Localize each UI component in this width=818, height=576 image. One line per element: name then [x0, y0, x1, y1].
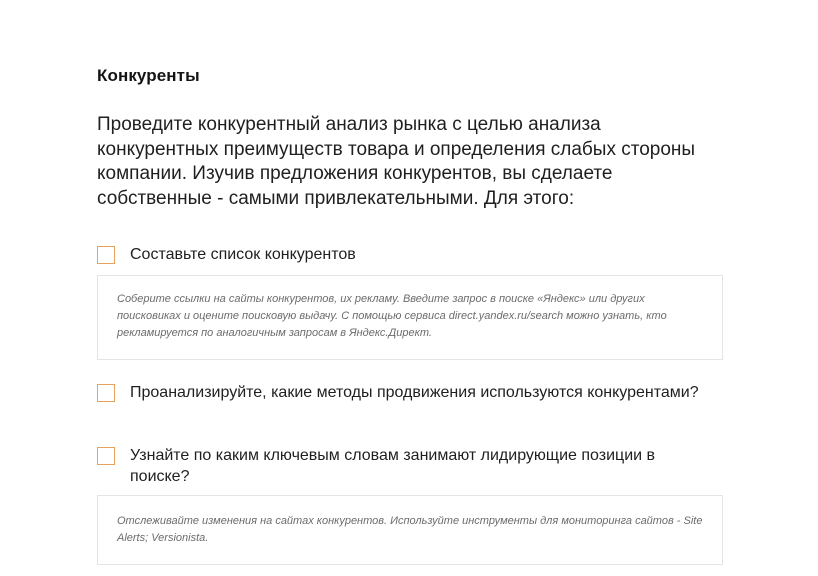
- task-checkbox[interactable]: [97, 447, 115, 465]
- task-hint-text: Соберите ссылки на сайты конкурентов, их рекламу. Введите запрос в поиске «Яндекс» или других поисковиках и оцените поисковую выдачу. С помощью сервиса direct.yandex.ru/search можно узнать, кто рекламируется по аналогичным запросам в Яндекс.Директ.: [117, 293, 667, 339]
- task-hint-box: [97, 495, 723, 565]
- task-label: Узнайте по каким ключевым словам занимают лидирующие позиции в поиске?: [130, 447, 656, 485]
- task-label: Составьте список конкурентов: [130, 246, 356, 263]
- task-checkbox[interactable]: [97, 246, 115, 264]
- section-intro: Проведите конкурентный анализ рынка с целью анализа конкурентных преимуществ товара и определения слабых стороны компании. Изучив предложения конкурентов, вы сделаете собственные - самыми привлекательными. Для этого:: [97, 114, 696, 209]
- task-hint-box: [97, 275, 723, 360]
- task-hint-text: Отслеживайте изменения на сайтах конкурентов. Используйте инструменты для мониторинга сайтов - Site Alerts; Versionista.: [117, 515, 703, 544]
- section-title: Конкуренты: [97, 66, 200, 85]
- task-checkbox[interactable]: [97, 384, 115, 402]
- task-label: Проанализируйте, какие методы продвижения используются конкурентами?: [130, 384, 699, 401]
